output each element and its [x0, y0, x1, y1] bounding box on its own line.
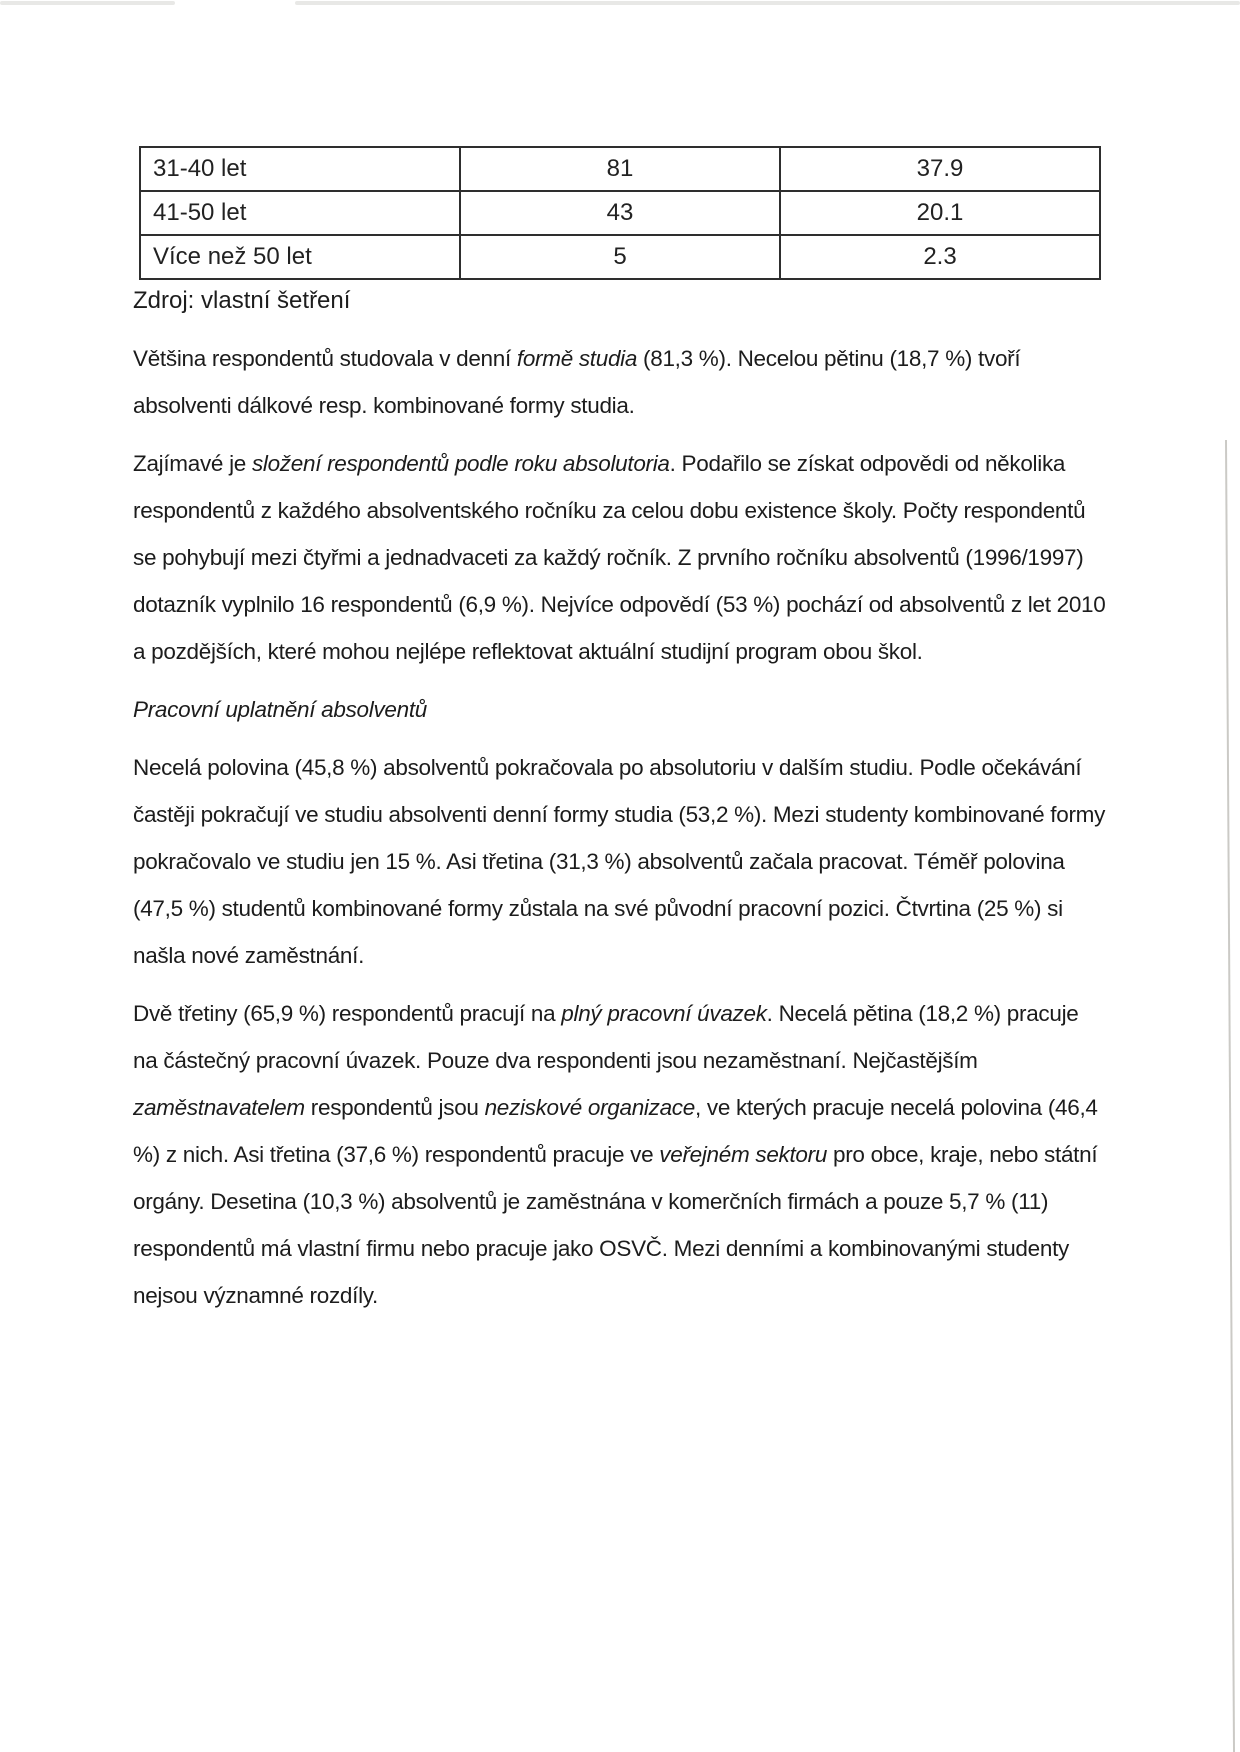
table-source-caption: Zdroj: vlastní šetření: [133, 287, 351, 314]
age-range-cell: Více než 50 let: [140, 235, 460, 279]
paragraph-rok-absolutoria: Zajímavé je složení respondentů podle roku absolutoria. Podařilo se získat odpovědi od několika respondentů z každého absolventského ročníku za celou dobu existence školy. Počty respondentů se pohybují mezi čtyřmi a jednadvaceti za každý ročník. Z prvního ročníku absolventů (1996/1997) dotazník vyplnilo 16 respondentů (6,9 %). Nejvíce odpovědí (53 %) pochází od absolventů z let 2010 a pozdějších, které mohou nejlépe reflektovat aktuální studijní program obou škol.: [133, 451, 1106, 664]
count-cell: 43: [460, 191, 780, 235]
scan-smudge-top-left: [0, 1, 175, 5]
count-cell: 81: [460, 147, 780, 191]
age-range-cell: 31-40 let: [140, 147, 460, 191]
age-range-cell: 41-50 let: [140, 191, 460, 235]
paragraph-pracovni-uvazek: Dvě třetiny (65,9 %) respondentů pracují na plný pracovní úvazek. Necelá pětina (18,2 %) pracuje na částečný pracovní úvazek. Pouze dva respondenti jsou nezaměstnaní. Nejčastějším zaměstnavatelem respondentů jsou neziskové organizace, ve kterých pracuje necelá polovina (46,4 %) z nich. Asi třetina (37,6 %) respondentů pracuje ve veřejném sektoru pro obce, kraje, nebo státní orgány. Desetina (10,3 %) absolventů je zaměstnána v komerčních firmách a pouze 5,7 % (11) respondentů má vlastní firmu nebo pracuje jako OSVČ. Mezi denními a kombinovanými studenty nejsou významné rozdíly.: [133, 1001, 1098, 1308]
percent-cell: 20.1: [780, 191, 1100, 235]
age-distribution-table: [139, 146, 1101, 280]
document-content: [133, 146, 1108, 1330]
percent-cell: 37.9: [780, 147, 1100, 191]
scan-smudge-top-right: [295, 1, 1240, 5]
subheading-pracovni-uplatneni: Pracovní uplatnění absolventů: [133, 697, 428, 722]
table-row: [140, 235, 1100, 279]
table-row: [140, 147, 1100, 191]
paragraph-pokracovani-studia: Necelá polovina (45,8 %) absolventů pokračovala po absolutoriu v dalším studiu. Podle očekávání častěji pokračují ve studiu absolventi denní formy studia (53,2 %). Mezi studenty kombinované formy pokračovalo ve studiu jen 15 %. Asi třetina (31,3 %) absolventů začala pracovat. Téměř polovina (47,5 %) studentů kombinované formy zůstala na své původní pracovní pozici. Čtvrtina (25 %) si našla nové zaměstnání.: [133, 755, 1106, 968]
body-text: [133, 335, 1108, 1319]
paragraph-forma-studia: Většina respondentů studovala v denní formě studia (81,3 %). Necelou pětinu (18,7 %) tvoří absolventi dálkové resp. kombinované formy studia.: [133, 346, 1021, 418]
scan-artifact-vertical-line: [1225, 440, 1235, 1752]
percent-cell: 2.3: [780, 235, 1100, 279]
count-cell: 5: [460, 235, 780, 279]
table-row: [140, 191, 1100, 235]
